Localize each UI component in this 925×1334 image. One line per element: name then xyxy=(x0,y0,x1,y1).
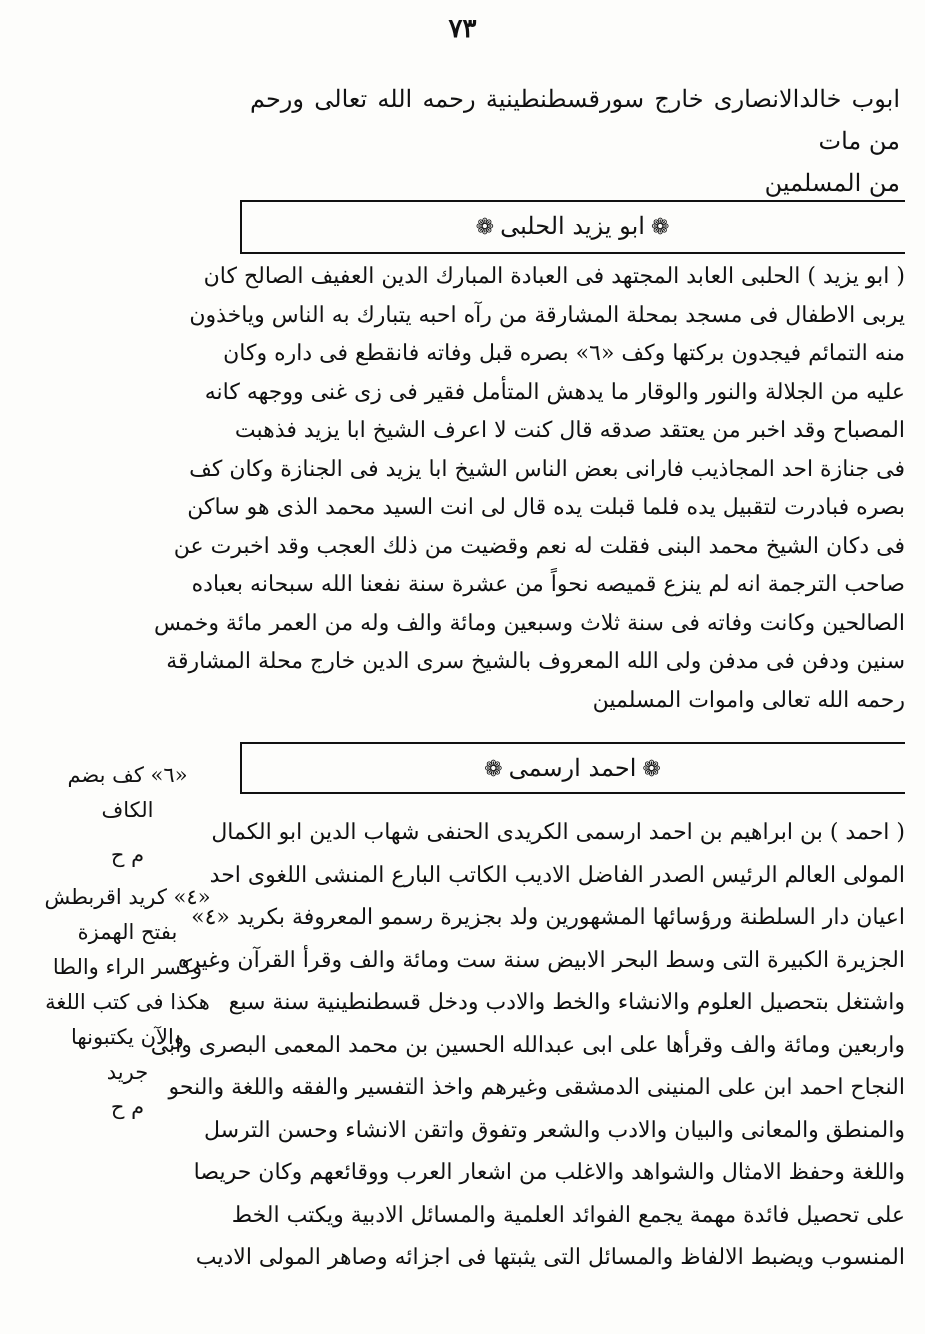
text-line: صاحب الترجمة انه لم ينزع قميصه نحواً من عشرة سنة نفعنا الله سبحانه بعباده xyxy=(191,572,905,597)
section-divider xyxy=(240,792,905,794)
ornament-icon: ❁ xyxy=(650,215,670,240)
margin-note-kaf xyxy=(40,758,215,873)
ornament-icon: ❁ xyxy=(642,757,661,782)
text-line: اعيان دار السلطنة ورؤسائها المشهورين ولد بجزيرة رسمو المعروفة بكريد «٤» xyxy=(191,905,905,930)
text-line: واللغة وحفظ الامثال والشواهد والاغلب من اشعار العرب ووقائعهم وكان حريصا xyxy=(193,1160,905,1185)
intro-line: من المسلمين xyxy=(764,169,900,197)
margin-note-line: هكذا فى كتب اللغة xyxy=(45,990,210,1014)
text-line: سنين ودفن فى مدفن ولى الله المعروف بالشيخ سرى الدين خارج محلة المشارقة xyxy=(166,649,905,674)
text-line: يربى الاطفال فى مسجد بمحلة المشارقة من رآه احبه يتبارك به الناس وياخذون xyxy=(189,302,905,328)
text-line: منه التمائم فيجدون بركتها وكف «٦» بصره قبل وفاته فانقطع فى داره وكان xyxy=(223,341,905,366)
intro-line: ابوب خالدالانصارى خارج سورقسطنطينية رحمه الله تعالى ورحم من مات xyxy=(250,85,900,155)
text-line: عليه من الجلالة والنور والوقار ما يدهش المتأمل فقير فى زى غنى ووجهه كانه xyxy=(204,379,905,405)
text-line: الجزيرة الكبيرة التى وسط البحر الابيض سنة ست ومائة والف وقرأ القرآن وغيره xyxy=(178,947,905,973)
text-line: النجاح احمد ابن على المنينى الدمشقى وغيرهم واخذ التفسير والفقه واللغة والنحو xyxy=(168,1075,905,1100)
section-body-ahmad-arsami xyxy=(150,812,905,1280)
margin-note-line: «٦» كف بضم xyxy=(67,763,188,787)
section-heading-abu-yazid xyxy=(240,206,905,248)
margin-note-line: م ح xyxy=(110,843,145,867)
margin-note-kirid xyxy=(40,880,215,1125)
margin-note-line: «٤» كريد اقربطش xyxy=(44,885,211,909)
text-line: المصباح وقد اخبر من يعتقد صدقه قال كنت لا اعرف الشيخ ابا يزيد فذهبت xyxy=(234,418,905,443)
margin-note-line: الكاف xyxy=(101,798,154,822)
text-line: المولى العالم الرئيس الصدر الفاضل الاديب الكاتب البارع المنشى اللغوى احد xyxy=(209,862,905,888)
text-line: فى دكان الشيخ محمد البنى فقلت له نعم وقضيت من ذلك العجب وقد اخبرت عن xyxy=(173,533,905,559)
text-line: الصالحين وكانت وفاته فى سنة ثلاث وسبعين ومائة والف وله من العمر مائة وخمس xyxy=(153,610,905,636)
ornament-icon: ❁ xyxy=(484,757,503,782)
section-heading-ahmad-arsami xyxy=(240,748,905,790)
margin-note-line: والآن يكتبونها xyxy=(71,1025,184,1049)
section-divider xyxy=(240,252,905,254)
text-line: على تحصيل فائدة مهمة يجمع الفوائد العلمية والمسائل الادبية ويكتب الخط xyxy=(231,1202,905,1228)
section-body-abu-yazid xyxy=(153,258,905,720)
text-line: المنسوب ويضبط الالفاظ والمسائل التى يثبتها فى اجزائه وصاهر المولى الاديب xyxy=(195,1245,905,1270)
section-divider xyxy=(240,742,905,744)
section-divider xyxy=(240,200,905,202)
margin-note-line: بفتح الهمزة xyxy=(77,920,178,944)
text-line: بصره فبادرت لتقبيل يده فلما قبلت يده قال لى انت السيد محمد الذى هو ساكن xyxy=(187,495,905,520)
text-line: ( احمد ) بن ابراهيم بن احمد ارسمى الكريدى الحنفى شهاب الدين ابو الكمال xyxy=(211,820,905,845)
margin-note-line: م ح xyxy=(110,1095,145,1119)
text-line: والمنطق والمعانى والبيان والادب والشعر وتفوق واتقن الانشاء وحسن الترسل xyxy=(203,1117,905,1143)
column-line xyxy=(240,200,242,252)
page-number: ٧٣ xyxy=(448,14,477,44)
text-line: ( ابو يزيد ) الحلبى العابد المجتهد فى العبادة المبارك الدين العفيف الصالح كان xyxy=(203,264,905,289)
intro-paragraph xyxy=(250,78,900,204)
text-line: واربعين ومائة والف وقرأها على ابى عبدالله الحسين بن محمد المعمى البصرى وابى xyxy=(150,1032,905,1058)
ornament-icon: ❁ xyxy=(475,215,495,240)
text-line: فى جنازة احد المجاذيب فارانى بعض الناس الشيخ ابا يزيد فى الجنازة وكان كف xyxy=(189,456,905,482)
margin-note-line: وكسر الراء والطا xyxy=(52,955,203,979)
column-line xyxy=(240,742,242,792)
section-heading-text: ابو يزيد الحلبى xyxy=(500,212,645,240)
section-heading-text: احمد ارسمى xyxy=(508,754,637,782)
text-line: رحمه الله تعالى واموات المسلمين xyxy=(592,687,905,713)
margin-note-line: جريد xyxy=(106,1060,149,1084)
text-line: واشتغل بتحصيل العلوم والانشاء والخط والادب ودخل قسطنطينية سنة سبع xyxy=(228,990,905,1015)
